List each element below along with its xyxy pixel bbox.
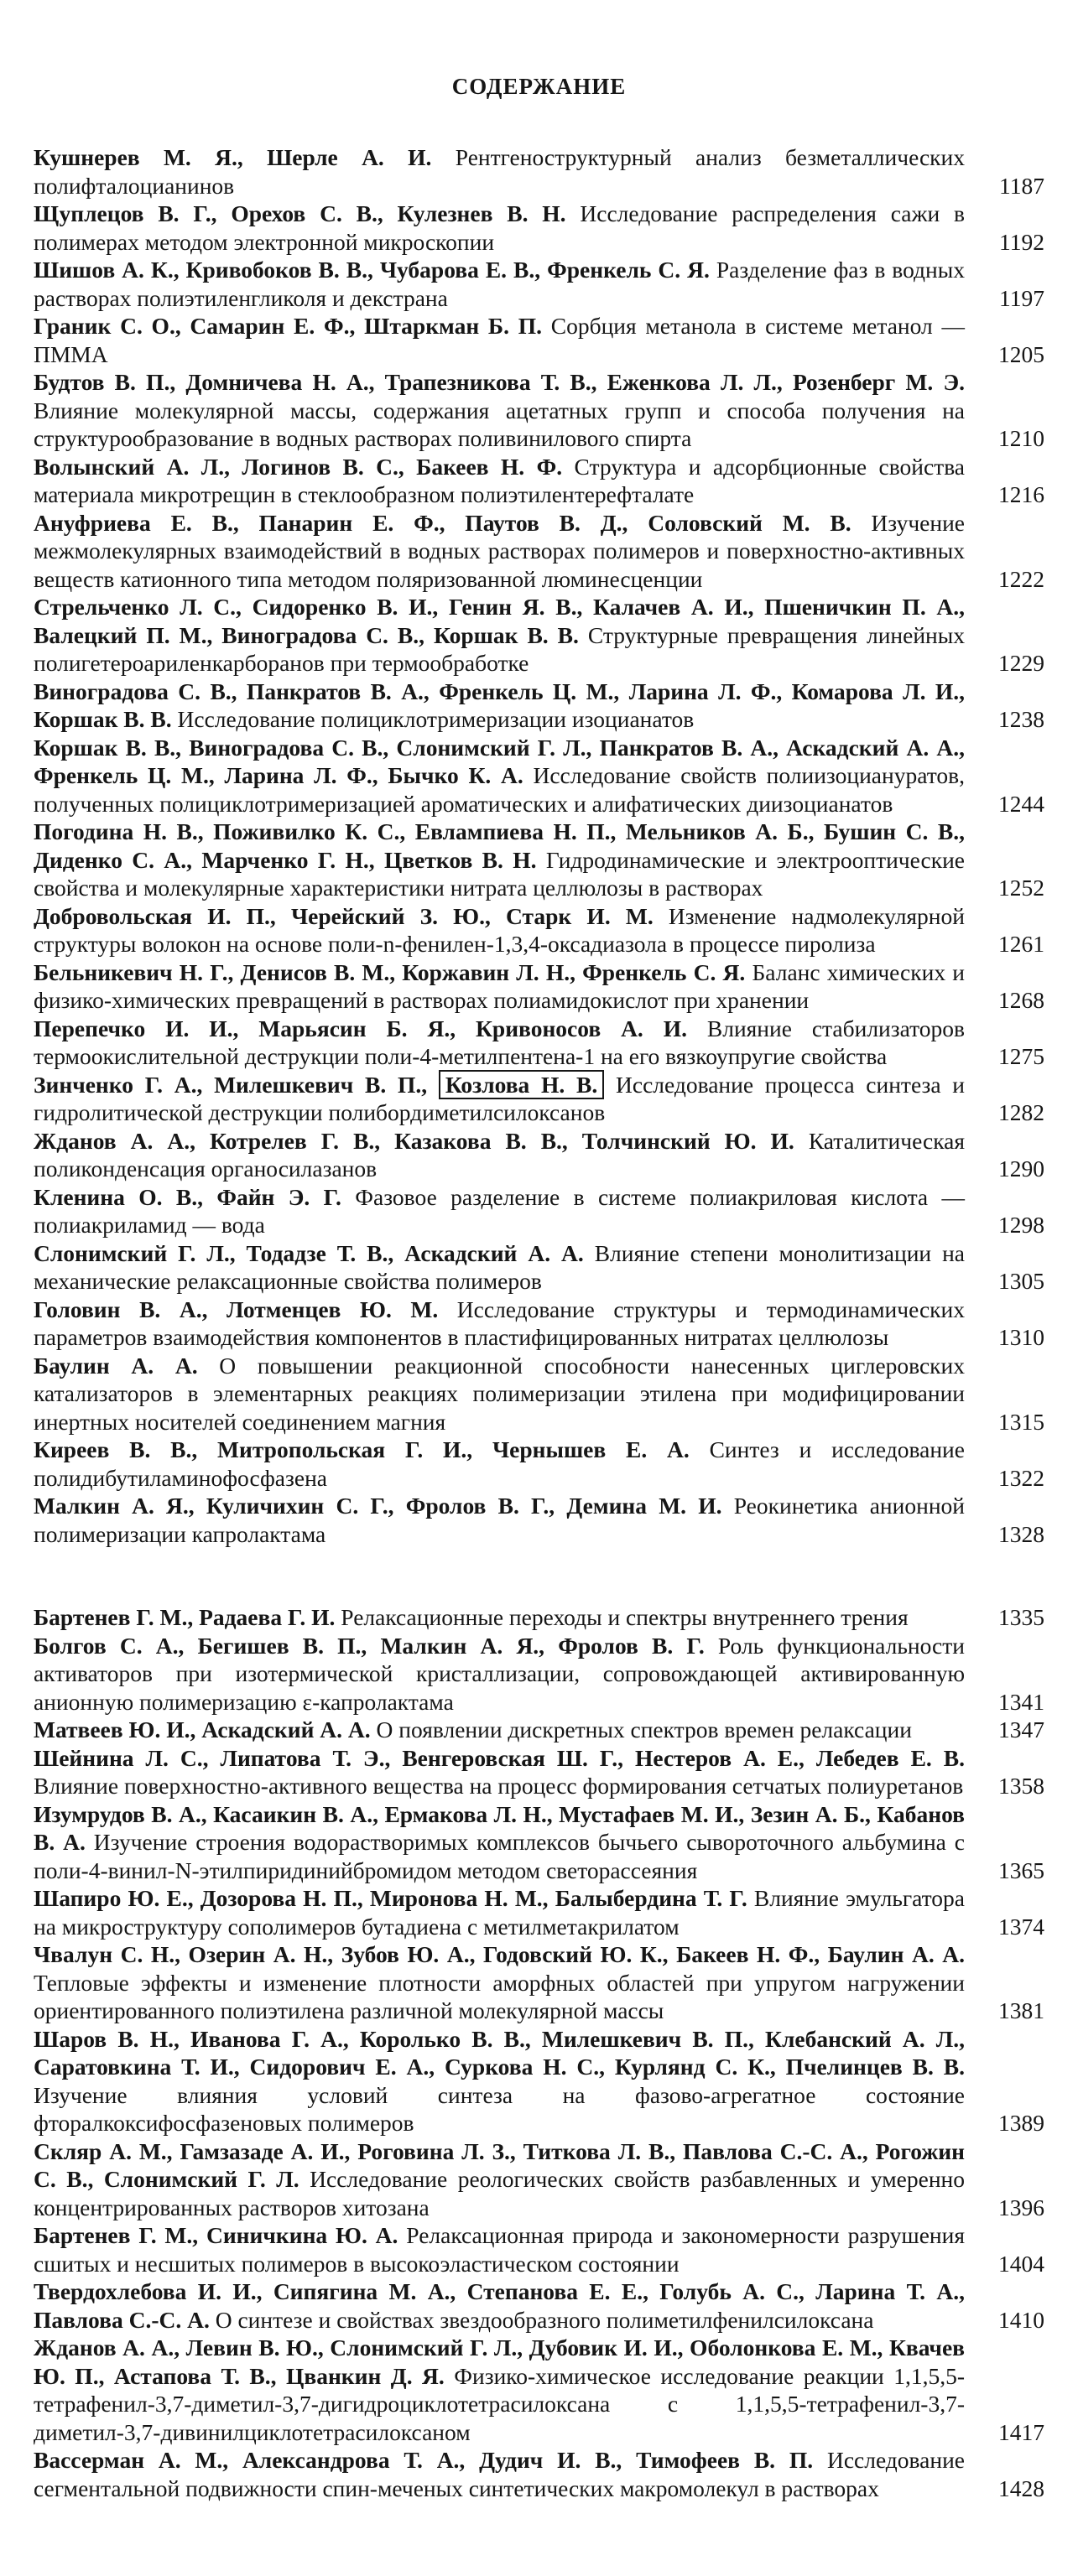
entry-authors: Кушнерев М. Я., Шерле А. И.: [34, 144, 432, 170]
entry-page-number: 1192: [999, 228, 1044, 255]
toc-entry: [34, 256, 1044, 312]
entry-title: Исследование распределения сажи в полимерах методом электронной микроскопии: [34, 200, 965, 255]
entry-page-number: 1290: [998, 1156, 1044, 1182]
entry-authors: Граник С. О., Самарин Е. Ф., Штаркман Б. П.: [34, 313, 542, 339]
entry-page-number: 1315: [998, 1408, 1044, 1435]
entry-title: Влияние стабилизаторов термоокислительной деструкции поли-4-метилпентена-1 на его вязкоупругие свойства: [34, 1015, 966, 1069]
entry-authors: Твердохлебова И. И., Сипягина М. А., Степанова Е. Е., Голубь А. С., Ларина Т. А., Павлова С.-С. А.: [34, 2278, 965, 2333]
entry-authors: Стрельченко Л. С., Сидоренко В. И., Генин Я. В., Калачев А. И., Пшеничкин П. А., Валецкий П. М., Виноградова С. В., Коршак В. В.: [34, 594, 965, 648]
entry-authors: Слонимский Г. Л., Тодадзе Т. В., Аскадский А. А.: [34, 1239, 584, 1266]
entry-title: Исследование свойств полиизоциануратов, полученных полициклотримеризацией ароматических и алифатических диизоцианатов: [34, 762, 965, 817]
toc-entry: [34, 1015, 1044, 1071]
entry-page-number: 1305: [998, 1268, 1044, 1294]
entry-authors: Кленина О. В., Файн Э. Г.: [34, 1183, 341, 1210]
toc-entry: [34, 2446, 1044, 2502]
entry-page-number: 1282: [998, 1099, 1044, 1125]
toc-entry: [34, 2277, 1044, 2334]
toc-entry: [34, 2137, 1044, 2222]
entry-page-number: 1197: [999, 284, 1044, 311]
entry-page-number: 1205: [998, 340, 1044, 367]
toc-entry: [34, 1239, 1044, 1296]
entry-title: Исследование полициклотримеризации изоцианатов: [177, 706, 695, 732]
toc-entry: [34, 368, 1044, 453]
entry-page-number: 1310: [998, 1324, 1044, 1350]
entry-page-number: 1347: [998, 1716, 1044, 1742]
entry-page-number: 1261: [998, 931, 1044, 957]
entry-page-number: 1229: [998, 650, 1044, 676]
entry-authors: Бартенев Г. М., Синичкина Ю. А.: [34, 2222, 398, 2248]
entry-title: Влияние эмульгатора на микроструктуру сополимеров бутадиена с метилметакрилатом: [34, 1885, 966, 1940]
entry-authors: Виноградова С. В., Панкратов В. А., Френкель Ц. М., Ларина Л. Ф., Комарова Л. И., Коршак В. В.: [34, 678, 965, 732]
toc-entry: [34, 1744, 1044, 1800]
toc-entry: [34, 1940, 1044, 2025]
toc-list-second: [34, 1603, 1044, 2502]
entry-page-number: 1222: [998, 565, 1044, 592]
entry-page-number: 1381: [998, 1997, 1044, 2023]
entry-authors: Бартенев Г. М., Радаева Г. И.: [34, 1604, 336, 1630]
entry-authors: Перепечко И. И., Марьясин Б. Я., Кривоносов А. И.: [34, 1015, 687, 1041]
toc-entry: [34, 1800, 1044, 1885]
entry-page-number: 1374: [998, 1913, 1044, 1940]
toc-entry: [34, 678, 1044, 734]
entry-page-number: 1396: [998, 2194, 1044, 2220]
entry-page-number: 1268: [998, 987, 1044, 1013]
entry-title: Синтез и исследование полидибутиламинофосфазена: [34, 1436, 965, 1491]
toc-entry: [34, 143, 1044, 200]
entry-title: Разделение фаз в водных растворах полиэтиленгликоля и декстрана: [34, 257, 965, 311]
entry-page-number: 1244: [998, 790, 1044, 817]
entry-page-number: 1298: [998, 1212, 1044, 1238]
entry-authors: Чвалун С. Н., Озерин А. Н., Зубов Ю. А., Годовский Ю. К., Бакеев Н. Ф., Баулин А. А.: [34, 1941, 965, 1967]
entry-page-number: 1358: [998, 1773, 1044, 1799]
contents-page: [34, 0, 1044, 2502]
toc-entry: [34, 509, 1044, 594]
toc-entry: [34, 1632, 1044, 1716]
entry-title: Релаксационные переходы и спектры внутреннего трения: [341, 1604, 909, 1630]
entry-page-number: 1404: [998, 2250, 1044, 2277]
toc-entry: [34, 818, 1044, 902]
toc-entry: [34, 1884, 1044, 1940]
entry-authors: Баулин А. А.: [34, 1352, 198, 1379]
entry-authors: Болгов С. А., Бегишев В. П., Малкин А. Я., Фролов В. Г.: [34, 1632, 705, 1659]
entry-title: Влияние молекулярной массы, содержания ацетатных групп и способа получения на структурообразование в водных растворах поливинилового спирта: [34, 397, 965, 451]
entry-boxed-author: Козлова Н. В.: [439, 1070, 604, 1099]
entry-page-number: 1389: [998, 2110, 1044, 2136]
entry-authors: Киреев В. В., Митропольская Г. И., Чернышев Е. А.: [34, 1436, 690, 1462]
toc-entry: [34, 1603, 1044, 1632]
entry-title: О синтезе и свойствах звездообразного полиметилфенилсилоксана: [215, 2306, 874, 2333]
entry-page-number: 1238: [998, 706, 1044, 732]
toc-entry: [34, 734, 1044, 818]
entry-page-number: 1410: [998, 2306, 1044, 2333]
entry-title: Исследование процесса синтеза и гидролитической деструкции полибордиметилсилоксанов: [34, 1071, 965, 1125]
entry-authors: Головин В. А., Лотменцев Ю. М.: [34, 1296, 439, 1322]
toc-entry: [34, 1296, 1044, 1352]
entry-authors: Изумрудов В. А., Касаикин В. А., Ермакова Л. Н., Мустафаев М. И., Зезин А. Б., Кабанов В. А.: [34, 1800, 965, 1855]
toc-entry: [34, 1127, 1044, 1183]
toc-entry: [34, 200, 1044, 256]
entry-page-number: 1216: [998, 481, 1044, 507]
entry-page-number: 1365: [998, 1857, 1044, 1883]
entry-authors: Жданов А. А., Котрелев Г. В., Казакова В. В., Толчинский Ю. И.: [34, 1127, 794, 1154]
entry-authors: Малкин А. Я., Куличихин С. Г., Фролов В. Г., Демина М. И.: [34, 1493, 722, 1519]
toc-entry: [34, 2334, 1044, 2446]
entry-page-number: 1328: [998, 1520, 1044, 1547]
page-title: СОДЕРЖАНИЕ: [451, 74, 627, 99]
entry-title: Изучение влияния условий синтеза на фазово-агрегатное состояние фторалкоксифосфазеновых полимеров: [34, 2081, 965, 2136]
entry-title: Изучение межмолекулярных взаимодействий в водных растворах полимеров и поверхностно-активных веществ катионного типа методом поляризованной люминесценции: [34, 509, 965, 592]
toc-entry: [34, 958, 1044, 1015]
entry-authors: Волынский А. Л., Логинов В. С., Бакеев Н. Ф.: [34, 453, 563, 480]
entry-authors: Зинченко Г. А., Милешкевич В. П.,: [34, 1071, 428, 1098]
entry-title: Исследование сегментальной подвижности спин-меченых синтетических макромолекул в растворах: [34, 2447, 965, 2501]
entry-authors: Жданов А. А., Левин В. Ю., Слонимский Г. Л., Дубовик И. И., Оболонкова Е. М., Квачев Ю. П., Астапова Т. В., Цванкин Д. Я.: [34, 2334, 965, 2389]
entry-title: Физико-химическое исследование реакции 1,1,5,5-тетрафенил-3,7-диметил-3,7-дигидроциклотетрасилоксана с 1,1,5,5-тетрафенил-3,7-диметил-3,7-дивинилциклотетрасилоксаном: [34, 2362, 966, 2445]
entry-authors: Шаров В. Н., Иванова Г. А., Королько В. В., Милешкевич В. П., Клебанский А. Л., Саратовкина Т. И., Сидорович Е. А., Суркова Н. С., Курлянд С. К., Пчелинцев В. В.: [34, 2025, 965, 2080]
entry-authors: Вассерман А. М., Александрова Т. А., Дудич И. В., Тимофеев В. П.: [34, 2447, 814, 2473]
entry-title: О повышении реакционной способности нанесенных циглеровских катализаторов в элементарных реакциях полимеризации этилена при модифицировании инертных носителей соединением магния: [34, 1352, 966, 1435]
entry-page-number: 1187: [999, 172, 1044, 199]
entry-page-number: 1275: [998, 1043, 1044, 1069]
entry-title: Баланс химических и физико-химических превращений в растворах полиамидокислот при хранении: [34, 958, 965, 1013]
entry-title: Исследование реологических свойств разбавленных и умеренно концентрированных растворов хитозана: [34, 2166, 966, 2220]
entry-authors: Ануфриева Е. В., Панарин Е. Ф., Паутов В. Д., Соловский М. В.: [34, 509, 851, 536]
toc-entry: [34, 1716, 1044, 1744]
entry-title: Реокинетика анионной полимеризации капролактама: [34, 1493, 966, 1547]
entry-authors: Шейнина Л. С., Липатова Т. Э., Венгеровская Ш. Г., Нестеров А. Е., Лебедев Е. В.: [34, 1744, 965, 1771]
entry-title: Сорбция метанола в системе метанол — ПММА: [34, 313, 966, 367]
entry-title: Структура и адсорбционные свойства материала микротрещин в стеклообразном полиэтилентерефталате: [34, 453, 966, 507]
entry-page-number: 1322: [998, 1464, 1044, 1491]
entry-title: Влияние поверхностно-активного вещества на процесс формирования сетчатых полиуретанов: [34, 1773, 964, 1799]
toc-entry: [34, 1492, 1044, 1548]
entry-title: Изменение надмолекулярной структуры волокон на основе поли-n-фенилен-1,3,4-оксадиазола в процессе пиролиза: [34, 902, 965, 957]
entry-authors: Бельникевич Н. Г., Денисов В. М., Коржавин Л. Н., Френкель С. Я.: [34, 958, 746, 985]
entry-authors: Скляр А. М., Гамзазаде А. И., Роговина Л. З., Титкова Л. В., Павлова С.-С. А., Рогожин С. В., Слонимский Г. Л.: [34, 2137, 965, 2192]
toc-entry: [34, 1436, 1044, 1492]
toc-entry: [34, 593, 1044, 678]
entry-authors: Щуплецов В. Г., Орехов С. В., Кулезнев В. Н.: [34, 200, 566, 226]
entry-title: Тепловые эффекты и изменение плотности аморфных областей при упругом нагружении ориентированного полиэтилена различной молекулярной массы: [34, 1969, 965, 2023]
entry-authors: Погодина Н. В., Поживилко К. С., Евлампиева Н. П., Мельников А. Б., Бушин С. В., Диденко С. А., Марченко Г. Н., Цветков В. Н.: [34, 818, 965, 873]
entry-title: Роль функциональности активаторов при изотермической кристаллизации, сопровождающей активированную анионную полимеризацию ε-капролактама: [34, 1632, 965, 1715]
entry-page-number: 1341: [998, 1688, 1044, 1715]
entry-authors: Будтов В. П., Домничева Н. А., Трапезникова Т. В., Еженкова Л. Л., Розенберг М. Э.: [34, 369, 965, 395]
entry-title: Гидродинамические и электрооптические свойства и молекулярные характеристики нитрата целлюлозы в растворах: [34, 846, 966, 901]
toc-entry: [34, 1352, 1044, 1436]
entry-title: Исследование структуры и термодинамических параметров взаимодействия компонентов в пластифицированных нитратах целлюлозы: [34, 1296, 966, 1350]
toc-list: [34, 143, 1044, 1548]
toc-entry: [34, 2025, 1044, 2137]
entry-page-number: 1428: [998, 2475, 1044, 2501]
toc-entry: [34, 312, 1044, 368]
toc-entry: [34, 453, 1044, 509]
toc-entry: [34, 902, 1044, 958]
entry-title: О появлении дискретных спектров времен релаксации: [376, 1716, 912, 1742]
toc-entry: [34, 1183, 1044, 1239]
entry-page-number: 1335: [998, 1604, 1044, 1630]
entry-title: Каталитическая поликонденсация органосилазанов: [34, 1127, 965, 1182]
entry-page-number: 1210: [998, 425, 1044, 451]
entry-page-number: 1252: [998, 875, 1044, 901]
entry-authors: Добровольская И. П., Черейский З. Ю., Старк И. М.: [34, 902, 654, 929]
entry-title: Изучение строения водорастворимых комплексов бычьего сывороточного альбумина с поли-4-винил-N-этилпиридинийбромидом методом светорассеяния: [34, 1829, 966, 1883]
entry-authors: Шишов А. К., Кривобоков В. В., Чубарова Е. В., Френкель С. Я.: [34, 257, 710, 283]
entry-title: Релаксационная природа и закономерности разрушения сшитых и несшитых полимеров в высокоэластическом состоянии: [34, 2222, 965, 2277]
entry-title: Фазовое разделение в системе полиакриловая кислота — полиакриламид — вода: [34, 1183, 965, 1238]
entry-title: Структурные превращения линейных полигетероариленкарборанов при термообработке: [34, 621, 965, 676]
section-gap: [34, 1548, 1044, 1603]
entry-page-number: 1417: [998, 2418, 1044, 2445]
toc-entry: [34, 1071, 1044, 1127]
entry-title: Влияние степени монолитизации на механические релаксационные свойства полимеров: [34, 1239, 965, 1294]
entry-authors: Матвеев Ю. И., Аскадский А. А.: [34, 1716, 371, 1742]
entry-authors: Коршак В. В., Виноградова С. В., Слонимский Г. Л., Панкратов В. А., Аскадский А. А., Френкель Ц. М., Ларина Л. Ф., Бычко К. А.: [34, 734, 965, 788]
entry-authors: Шапиро Ю. Е., Дозорова Н. П., Миронова Н. М., Балыбердина Т. Г.: [34, 1885, 747, 1911]
toc-entry: [34, 2221, 1044, 2277]
entry-title: Рентгеноструктурный анализ безметаллических полифталоцианинов: [34, 144, 965, 199]
